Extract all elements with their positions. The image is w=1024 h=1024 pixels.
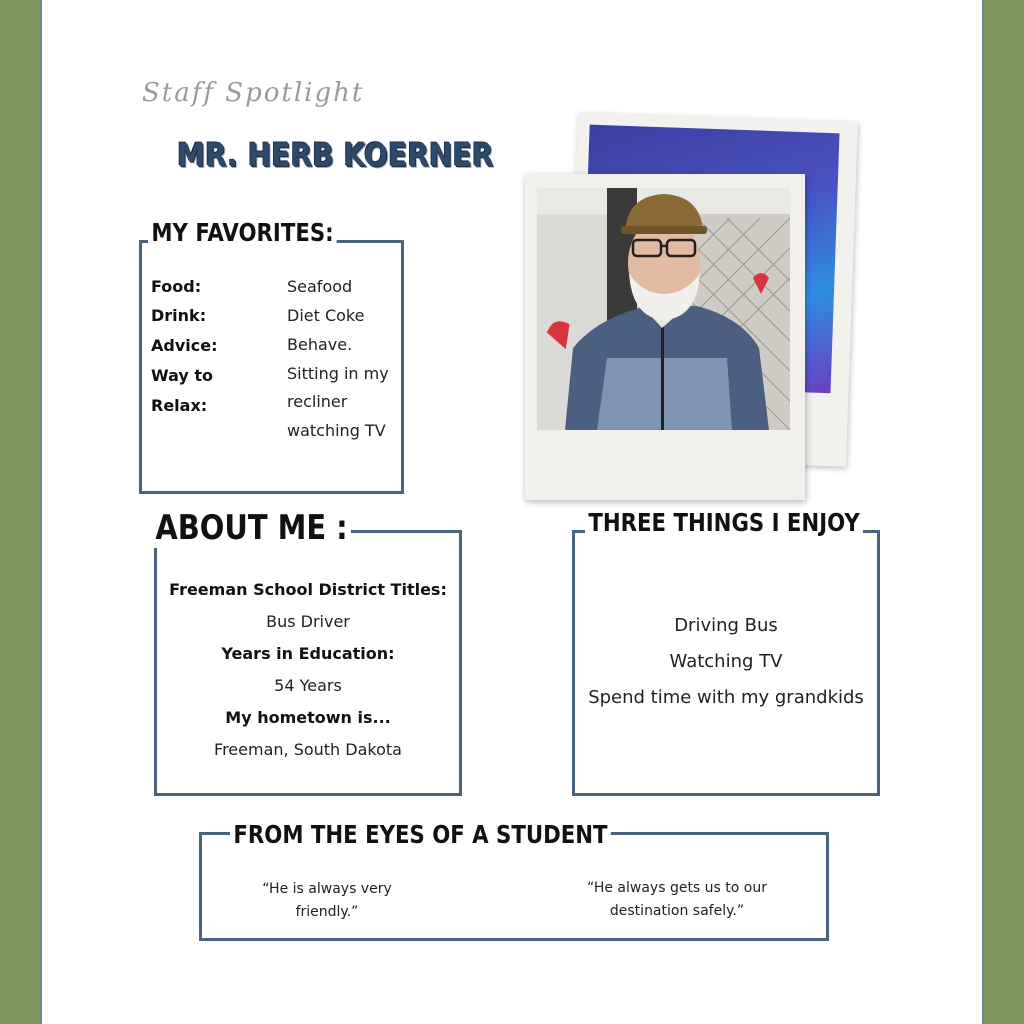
favorite-value-relax-2: recliner xyxy=(287,392,348,411)
about-years-value: 54 Years xyxy=(274,676,342,695)
favorite-label-drink: Drink: xyxy=(151,306,207,325)
staff-name: MR. HERB KOERNER xyxy=(177,136,494,174)
student-quote-1: “He is always very friendly.” xyxy=(262,881,392,920)
enjoy-item-3: Spend time with my grandkids xyxy=(588,687,864,708)
favorite-value-relax-3: watching TV xyxy=(287,421,386,440)
about-hometown-label: My hometown is... xyxy=(225,708,391,727)
favorite-label-relax: Relax: xyxy=(151,396,208,415)
enjoy-heading: THREE THINGS I ENJOY xyxy=(585,508,863,537)
favorite-label-food: Food: xyxy=(151,277,202,296)
polaroid-front xyxy=(525,174,805,500)
about-title-label: Freeman School District Titles: xyxy=(169,580,447,599)
favorite-value-relax-1: Sitting in my xyxy=(287,364,389,383)
staff-photo xyxy=(537,188,790,430)
about-title-value: Bus Driver xyxy=(266,612,350,631)
favorite-value-advice: Behave. xyxy=(287,335,353,354)
favorite-value-food: Seafood xyxy=(287,277,353,296)
script-title: Staff Spotlight xyxy=(142,78,365,108)
favorite-label-advice: Advice: xyxy=(151,336,218,355)
about-heading: ABOUT ME : xyxy=(152,508,351,548)
about-years-label: Years in Education: xyxy=(221,644,395,663)
about-hometown-value: Freeman, South Dakota xyxy=(214,740,402,759)
enjoy-item-2: Watching TV xyxy=(669,651,783,672)
favorite-label-way-to: Way to xyxy=(151,366,214,385)
student-quote-2: “He always gets us to our destination safely.” xyxy=(587,880,767,919)
favorite-value-drink: Diet Coke xyxy=(287,306,365,325)
spotlight-page xyxy=(40,0,984,1024)
student-heading: FROM THE EYES OF A STUDENT xyxy=(230,820,611,849)
favorites-heading: MY FAVORITES: xyxy=(148,218,337,247)
enjoy-item-1: Driving Bus xyxy=(674,615,778,636)
